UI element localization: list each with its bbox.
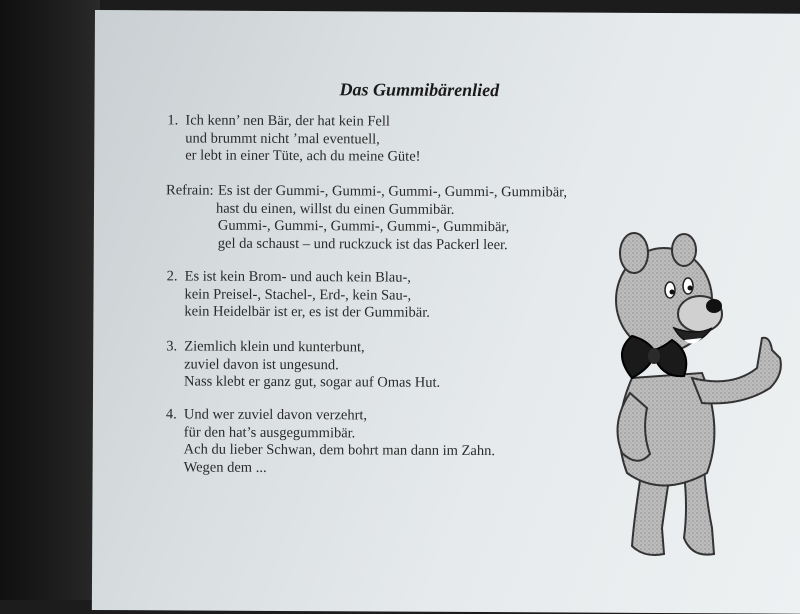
stanza-number: 3. <box>166 338 178 355</box>
song-title: Das Gummibärenlied <box>339 79 500 101</box>
stanza-line: und brummt nicht ’mal eventuell, <box>185 129 380 147</box>
stanza-line: Es ist kein Brom- und auch kein Blau-, <box>184 268 411 286</box>
stanza-line: Ziemlich klein und kunterbunt, <box>184 338 365 356</box>
stanza-number: 1. <box>167 112 179 129</box>
stanza-number: 4. <box>165 406 177 423</box>
refrain-line: Gummi-, Gummi-, Gummi-, Gummi-, Gummibär, <box>217 217 510 236</box>
bear-ear-right <box>672 234 696 266</box>
stanza-line: er lebt in einer Tüte, ach du meine Güte! <box>185 147 421 165</box>
stanza-line: Wegen dem ... <box>183 458 267 476</box>
stanza-line: kein Preisel-, Stachel-, Erd-, kein Sau-, <box>184 285 412 304</box>
stanza-line: zuviel davon ist ungesund. <box>184 355 339 373</box>
stanza-line: Ach du lieber Schwan, dem bohrt man dann im Zahn. <box>183 441 496 460</box>
refrain-line: gel da schaust – und ruckzuck ist das Packerl leer. <box>217 235 508 253</box>
refrain-label: Refrain: <box>166 182 214 199</box>
stanza-line: Ich kenn’ nen Bär, der hat kein Fell <box>185 112 390 130</box>
bear-arm-right <box>692 338 781 404</box>
refrain-line: Es ist der Gummi-, Gummi-, Gummi-, Gummi-, Gummibär, <box>218 182 568 201</box>
gummy-bear-illustration <box>592 228 792 568</box>
stanza-line: kein Heidelbär ist er, es ist der Gummibär. <box>184 303 430 321</box>
stanza-line: Nass klebt er ganz gut, sogar auf Omas Hut. <box>184 373 441 391</box>
bear-nose <box>706 299 722 313</box>
background-shadow <box>0 0 100 600</box>
refrain-line: hast du einen, willst du einen Gummibär. <box>215 200 455 218</box>
stanza-line: Und wer zuviel davon verzehrt, <box>183 406 368 424</box>
stanza-number: 2. <box>166 268 178 285</box>
bear-ear-left <box>620 233 648 273</box>
stanza-line: für den hat’s ausgegummibär. <box>183 423 356 441</box>
